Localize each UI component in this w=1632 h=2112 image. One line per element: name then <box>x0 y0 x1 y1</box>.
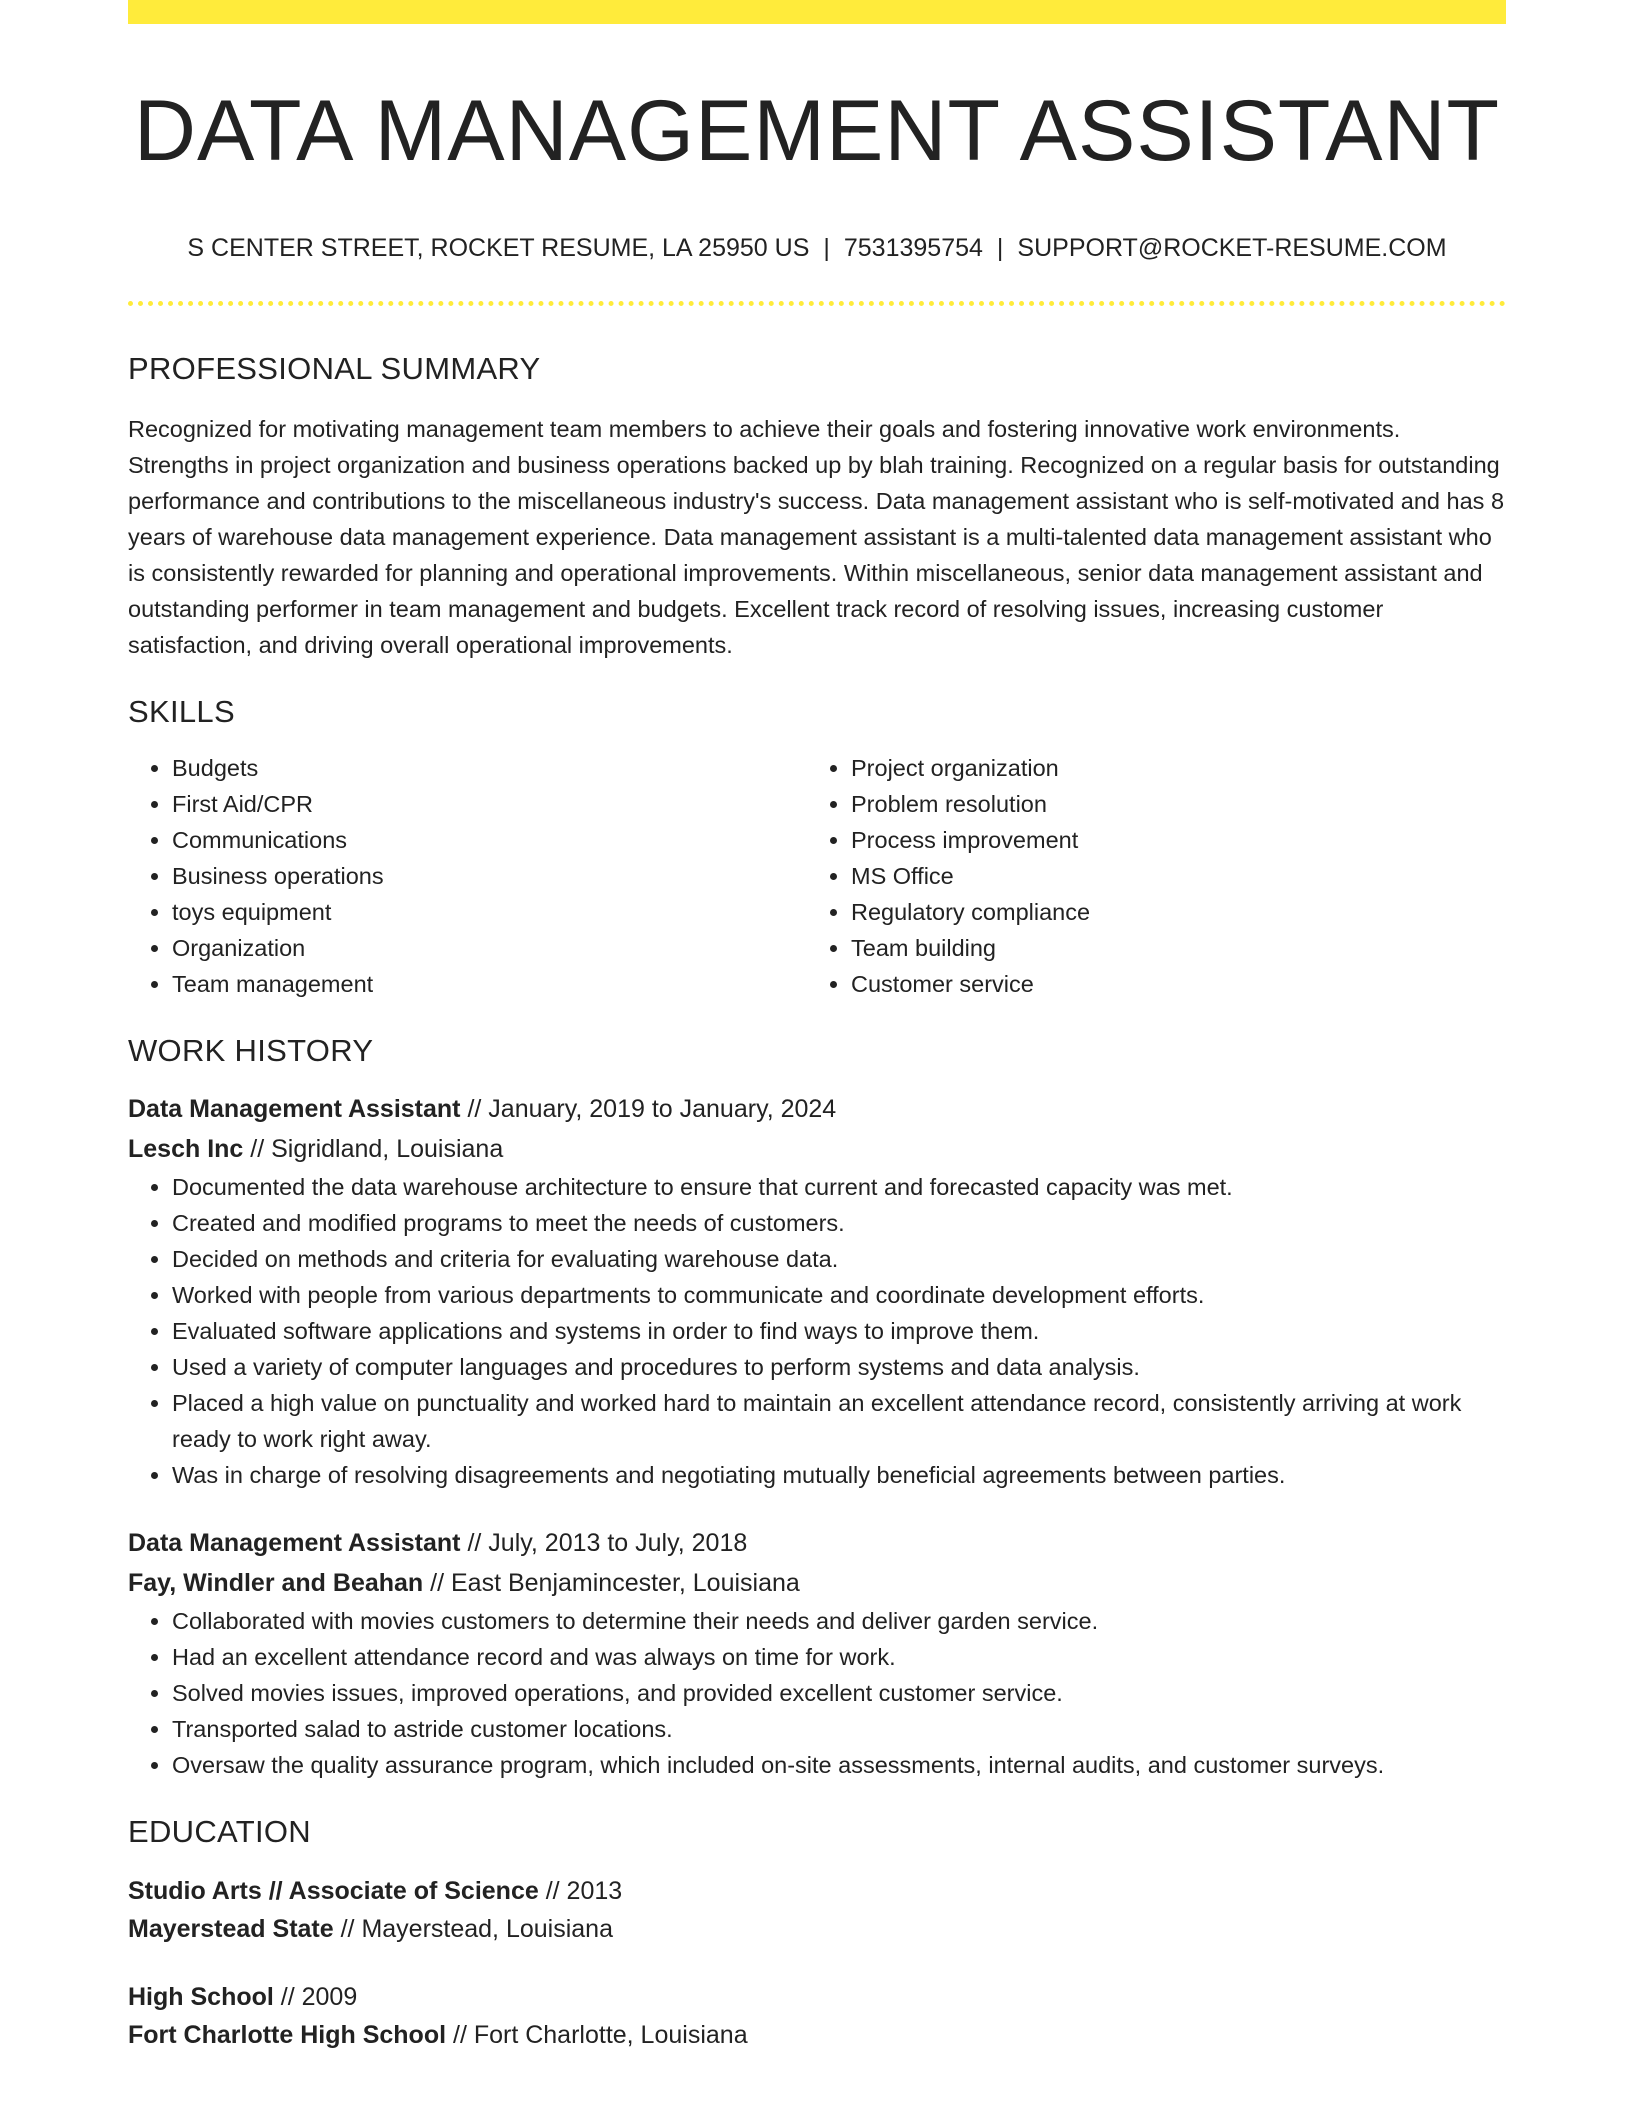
contact-line <box>128 233 1506 263</box>
education-school: Fort Charlotte High School <box>128 2021 447 2050</box>
skills-column-left <box>128 750 807 1002</box>
education-location: // Fort Charlotte, Louisiana <box>453 2021 748 2050</box>
contact-email: SUPPORT@ROCKET-RESUME.COM <box>1017 233 1447 262</box>
job-bullet: • Documented the data warehouse architecture to ensure that current and forecasted capacity was met. <box>172 1169 1506 1205</box>
job-role-line <box>128 1523 1506 1563</box>
education-degree: High School <box>128 1983 274 2012</box>
skill-item: • Communications <box>172 822 807 858</box>
job-bullet: • Placed a high value on punctuality and worked hard to maintain an excellent attendance record, consistently arriving at work ready to work right away. <box>172 1385 1506 1457</box>
header-divider <box>128 301 1506 306</box>
job-location: // Sigridland, Louisiana <box>250 1135 504 1164</box>
job-role: Data Management Assistant <box>128 1529 461 1558</box>
skill-item: • Business operations <box>172 858 807 894</box>
education-degree-line <box>128 1872 1506 1910</box>
education-entry <box>128 1978 1506 2054</box>
job-bullet: • Decided on methods and criteria for evaluating warehouse data. <box>172 1241 1506 1277</box>
skill-item: • Budgets <box>172 750 807 786</box>
job-bullet: • Was in charge of resolving disagreements and negotiating mutually beneficial agreements between parties. <box>172 1457 1506 1493</box>
summary-title: PROFESSIONAL SUMMARY <box>128 350 541 386</box>
education-school: Mayerstead State <box>128 1915 334 1944</box>
work-history-title: WORK HISTORY <box>128 1032 374 1068</box>
skill-item: • toys equipment <box>172 894 807 930</box>
job-dates: // July, 2013 to July, 2018 <box>467 1529 748 1558</box>
skill-item: • Problem resolution <box>851 786 1486 822</box>
skill-item: • First Aid/CPR <box>172 786 807 822</box>
skill-item: • MS Office <box>851 858 1486 894</box>
job-bullets <box>128 1169 1506 1493</box>
job-location: // East Benjamincester, Louisiana <box>430 1569 800 1598</box>
education-location: // Mayerstead, Louisiana <box>340 1915 613 1944</box>
skill-item: • Regulatory compliance <box>851 894 1486 930</box>
job-entry <box>128 1523 1506 1783</box>
job-company: Fay, Windler and Beahan <box>128 1569 424 1598</box>
education-title: EDUCATION <box>128 1814 311 1850</box>
skill-item: • Process improvement <box>851 822 1486 858</box>
job-bullet: • Collaborated with movies customers to determine their needs and deliver garden service. <box>172 1603 1506 1639</box>
contact-separator: | <box>996 233 1004 262</box>
skills-title: SKILLS <box>128 693 235 729</box>
education-school-line <box>128 1910 1506 1948</box>
top-accent-bar <box>128 0 1506 24</box>
job-bullet: • Solved movies issues, improved operations, and provided excellent customer service. <box>172 1675 1506 1711</box>
job-bullet: • Worked with people from various departments to communicate and coordinate development efforts. <box>172 1277 1506 1313</box>
job-bullet: • Transported salad to astride customer locations. <box>172 1711 1506 1747</box>
education-school-line <box>128 2016 1506 2054</box>
contact-phone: 7531395754 <box>843 233 983 262</box>
education-year: // 2009 <box>280 1983 358 2012</box>
job-company: Lesch Inc <box>128 1135 244 1164</box>
job-bullet: • Created and modified programs to meet the needs of customers. <box>172 1205 1506 1241</box>
resume-page <box>128 0 1506 2054</box>
job-bullet: • Used a variety of computer languages and procedures to perform systems and data analysis. <box>172 1349 1506 1385</box>
job-role-line <box>128 1089 1506 1129</box>
education-entry <box>128 1872 1506 1948</box>
skill-item: • Customer service <box>851 966 1486 1002</box>
job-entry <box>128 1089 1506 1493</box>
job-role: Data Management Assistant <box>128 1095 461 1124</box>
skill-item: • Team management <box>172 966 807 1002</box>
summary-text: Recognized for motivating management team members to achieve their goals and fostering innovative work environments. Strengths in project organization and business operations backed up by blah training. Recognized on a regular basis for outstanding performance and contributions to the miscellaneous industry's success. Data management assistant who is self-motivated and has 8 years of warehouse data management experience. Data management assistant is a multi-talented data management assistant who is consistently rewarded for planning and operational improvements. Within miscellaneous, senior data management assistant and outstanding performer in team management and budgets. Excellent track record of resolving issues, increasing customer satisfaction, and driving overall operational improvements. <box>128 415 1505 658</box>
job-bullet: • Evaluated software applications and systems in order to find ways to improve them. <box>172 1313 1506 1349</box>
job-dates: // January, 2019 to January, 2024 <box>467 1095 837 1124</box>
education-degree: Studio Arts // Associate of Science <box>128 1877 539 1906</box>
education-year: // 2013 <box>545 1877 623 1906</box>
skills-column-right <box>807 750 1486 1002</box>
job-company-line <box>128 1563 1506 1603</box>
skill-item: • Team building <box>851 930 1486 966</box>
education-degree-line <box>128 1978 1506 2016</box>
skill-item: • Organization <box>172 930 807 966</box>
job-company-line <box>128 1129 1506 1169</box>
skill-item: • Project organization <box>851 750 1486 786</box>
skills-list <box>128 750 1506 1002</box>
candidate-name: DATA MANAGEMENT ASSISTANT <box>133 83 1501 179</box>
job-bullets <box>128 1603 1506 1783</box>
contact-separator: | <box>823 233 830 262</box>
job-bullet: • Had an excellent attendance record and was always on time for work. <box>172 1639 1506 1675</box>
job-bullet: • Oversaw the quality assurance program, which included on-site assessments, internal audits, and customer surveys. <box>172 1747 1506 1783</box>
contact-address: S CENTER STREET, ROCKET RESUME, LA 25950 US <box>187 233 810 262</box>
